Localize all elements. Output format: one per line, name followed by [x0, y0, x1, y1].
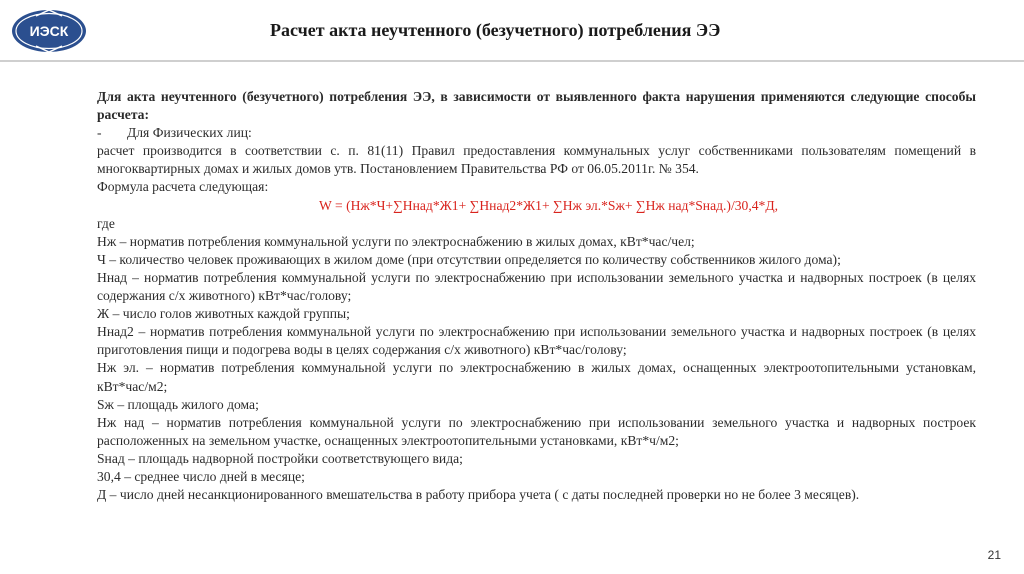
- definition-item: 30,4 – среднее число дней в месяце;: [97, 468, 305, 484]
- definition-item: Нж над – норматив потребления коммунальной услуги по электроснабжению при использовании земельного участка и надворных построек расположенных на земельном участке, оснащенных электроотопительными установками, кВт*ч/м2;: [97, 414, 976, 448]
- page-number: 21: [987, 548, 1001, 562]
- basis-paragraph: расчет производится в соответствии с. п. 81(11) Правил предоставления коммунальных услуг собственниками пользователям помещений в многоквартирных домах и жилых домов утв. Постановлением Правительства РФ от 06.05.2011г. № 354.: [97, 143, 976, 177]
- definition-item: Ннад – норматив потребления коммунальной услуги по электроснабжению при использовании земельного участка и надворных построек (в целях содержания с/х животного) кВт*час/голову;: [97, 269, 976, 304]
- definition-item: Д – число дней несанкционированного вмешательства в работу прибора учета ( с даты последней проверки но не более 3 месяцев).: [97, 487, 860, 503]
- page-title: Расчет акта неучтенного (безучетного) потребления ЭЭ: [270, 20, 721, 40]
- definition-item: Sж – площадь жилого дома;: [97, 396, 259, 412]
- bullet-text: Для Физических лиц:: [127, 125, 252, 141]
- intro-paragraph: Для акта неучтенного (безучетного) потребления ЭЭ, в зависимости от выявленного факта нарушения применяются следующие способы расчета:: [97, 89, 976, 123]
- document-body: [97, 88, 976, 504]
- definition-item: Ж – число голов животных каждой группы;: [97, 306, 350, 322]
- where-label: где: [97, 215, 115, 231]
- formula-intro: Формула расчета следующая:: [97, 179, 269, 195]
- logo-text: ИЭСК: [29, 23, 69, 39]
- bullet-dash: -: [97, 125, 102, 141]
- header-divider: [0, 60, 1024, 62]
- definition-item: Нж – норматив потребления коммунальной услуги по электроснабжению в жилых домах, кВт*час/чел;: [97, 233, 695, 249]
- formula: W = (Нж*Ч+∑Ннад*Ж1+ ∑Ннад2*Ж1+ ∑Нж эл.*Sж+ ∑Нж над*Sнад.)/30,4*Д,: [319, 197, 778, 213]
- company-logo: [10, 8, 88, 54]
- definition-item: Sнад – площадь надворной постройки соответствующего вида;: [97, 450, 463, 466]
- bullet-item: [97, 124, 976, 142]
- definition-item: Нж эл. – норматив потребления коммунальной услуги по электроснабжению в жилых домах, оснащенных электроотопительными установкам, кВт*час/м2;: [97, 360, 976, 394]
- definition-item: Ч – количество человек проживающих в жилом доме (при отсутствии определяется по количеству собственников жилого дома);: [97, 251, 841, 267]
- definition-item: Ннад2 – норматив потребления коммунальной услуги по электроснабжению при использовании земельного участка и надворных построек (в целях приготовления пищи и подогрева воды в целях содержания с/х животного) кВт*час/голову;: [97, 324, 976, 358]
